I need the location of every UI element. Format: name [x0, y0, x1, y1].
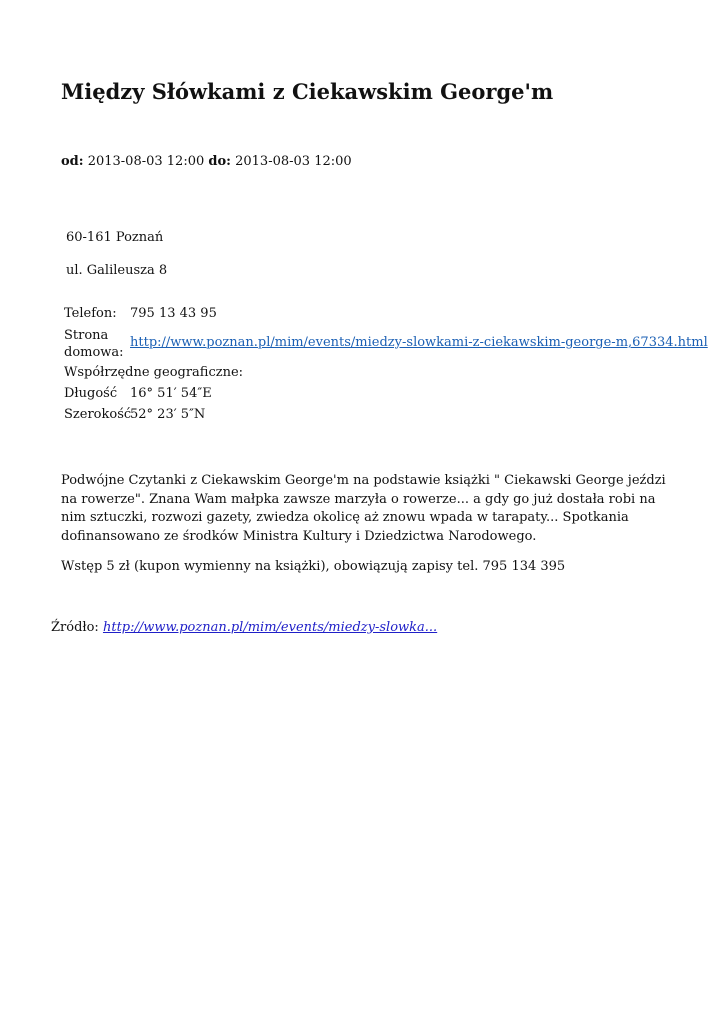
geo-row: [64, 361, 708, 381]
phone-row: [64, 305, 708, 326]
source-label: Źródło:: [51, 620, 99, 635]
date-from-value: 2013-08-03 12:00: [87, 154, 205, 169]
latitude-label: Szerokość: [64, 407, 132, 422]
latitude-value: 52° 23′ 5″N: [130, 407, 206, 422]
page-title: Między Słówkami z Ciekawskim George'm: [61, 79, 554, 104]
source-line: [51, 619, 437, 637]
event-dates: [61, 153, 352, 171]
address-city: 60-161 Poznań: [66, 230, 164, 245]
latitude-row: [64, 402, 708, 423]
website-label: Strona domowa:: [64, 328, 124, 360]
longitude-row: [64, 381, 708, 402]
source-link[interactable]: http://www.poznan.pl/mim/events/miedzy-slowka...: [102, 620, 438, 635]
longitude-value: 16° 51′ 54″E: [130, 386, 212, 401]
phone-label: Telefon:: [64, 306, 117, 321]
date-from-label: od:: [61, 154, 84, 169]
longitude-label: Długość: [64, 386, 118, 401]
geo-label: Współrzędne geograficzne:: [64, 365, 244, 380]
entry-fee-note: Wstęp 5 zł (kupon wymienny na książki), obowiązują zapisy tel. 795 134 395: [61, 559, 566, 574]
date-to-value: 2013-08-03 12:00: [235, 154, 352, 169]
website-row: [64, 326, 708, 361]
website-link[interactable]: http://www.poznan.pl/mim/events/miedzy-slowkami-z-ciekawskim-george-m,67334.html: [130, 335, 708, 350]
date-to-label: do:: [208, 154, 231, 169]
phone-value: 795 13 43 95: [130, 306, 217, 321]
event-description: Podwójne Czytanki z Ciekawskim George'm na podstawie książki " Ciekawski George jeździ na rowerze". Znana Wam małpka zawsze marzyła o rowerze... a gdy go już dostała robi na nim sztuczki, rozwozi gazety, zwiedza okolicę aż znowu wpada w tarapaty... Spotkania dofinansowano ze środków Ministra Kultury i Dziedzictwa Narodowego.: [61, 473, 666, 544]
address-street: ul. Galileusza 8: [66, 263, 168, 278]
contact-info-table: [64, 305, 708, 423]
